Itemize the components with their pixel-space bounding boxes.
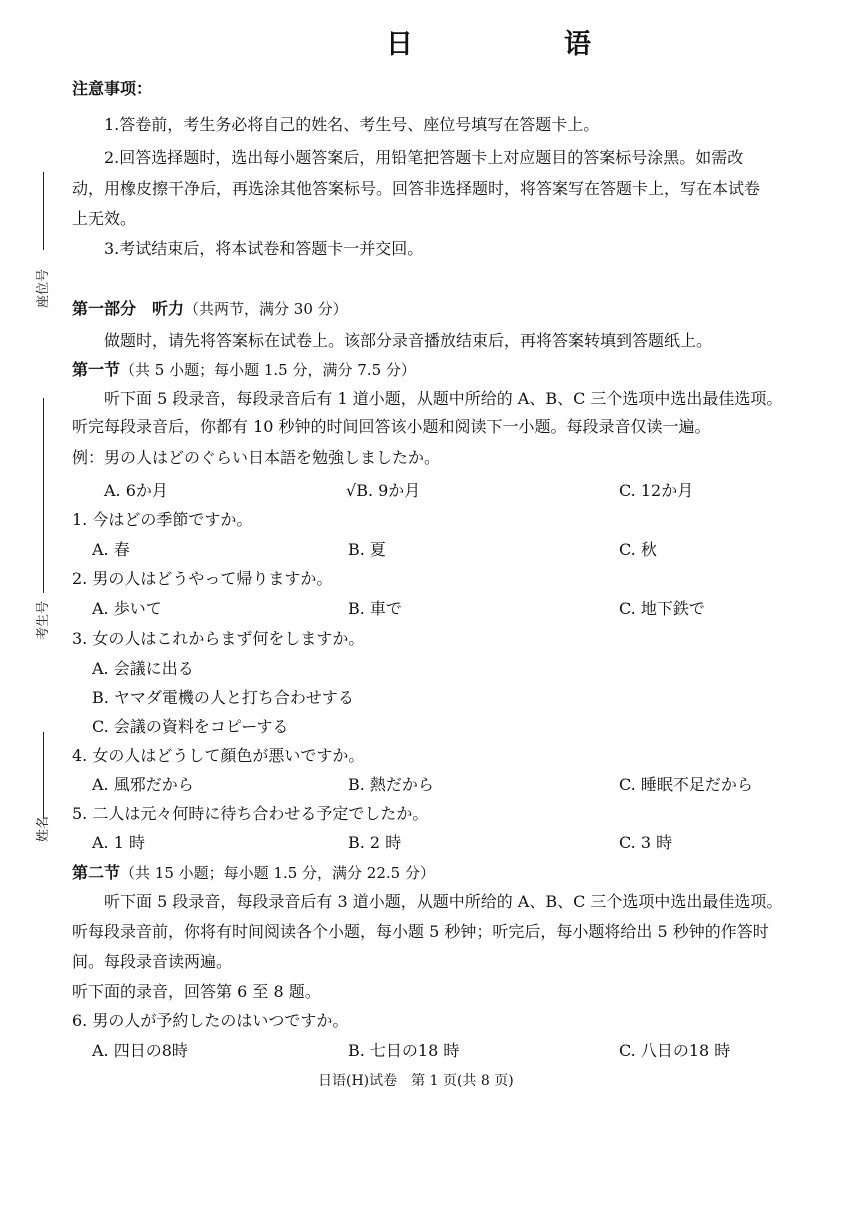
q4-question: 4. 女の人はどうして顔色が悪いですか。	[72, 746, 365, 765]
q2-question: 2. 男の人はどうやって帰りますか。	[72, 569, 333, 588]
exam-number-line	[43, 398, 44, 593]
seat-number-label: 座位号	[36, 268, 51, 308]
q4-option-b: B. 熱だから	[348, 775, 434, 794]
q1-option-a: A. 春	[92, 540, 130, 559]
section2-line1: 听下面 5 段录音，每段录音后有 3 道小题，从题中所给的 A、B、C 三个选项中选出最佳选项。	[104, 892, 783, 911]
example-question: 例：男の人はどのぐらい日本語を勉強しましたか。	[72, 448, 441, 467]
section1-heading-row	[72, 357, 416, 380]
q6-option-b: B. 七日の18 時	[348, 1041, 460, 1060]
section2-line2: 听每段录音前，你将有时间阅读各个小题，每小题 5 秒钟；听完后，每小题将给出 5 秒钟的作答时	[72, 922, 769, 941]
notes-item-1: 1.答卷前，考生务必将自己的姓名、考生号、座位号填写在答题卡上。	[104, 115, 600, 134]
section1-line2: 听完每段录音后，你都有 10 秒钟的时间回答该小题和阅读下一小题。每段录音仅读一遍。	[72, 417, 711, 436]
notes-item-2c: 上无效。	[72, 209, 137, 228]
section1-line1: 听下面 5 段录音，每段录音后有 1 道小题，从题中所给的 A、B、C 三个选项中选出最佳选项。	[104, 389, 783, 408]
q4-option-c: C. 睡眠不足だから	[619, 775, 753, 794]
q2-option-a: A. 歩いて	[92, 599, 162, 618]
section2-line3: 间。每段录音读两遍。	[72, 952, 233, 971]
notes-item-3: 3.考试结束后，将本试卷和答题卡一并交回。	[104, 239, 424, 258]
section2-heading: 第二节	[72, 863, 121, 882]
q2-option-c: C. 地下鉄で	[619, 599, 705, 618]
seat-number-line	[43, 172, 44, 250]
page-title: 日 语	[386, 29, 653, 60]
part1-heading: 第一部分 听力	[72, 299, 185, 318]
part1-instruction: 做题时，请先将答案标在试卷上。该部分录音播放结束后，再将答案转填到答题纸上。	[104, 331, 713, 350]
q3-option-a: A. 会議に出る	[92, 659, 194, 678]
q5-option-a: A. 1 時	[92, 833, 145, 852]
q3-option-c: C. 会議の資料をコピーする	[92, 717, 289, 736]
notes-item-2b: 动，用橡皮擦干净后，再选涂其他答案标号。回答非选择题时，将答案写在答题卡上，写在本试卷	[72, 179, 761, 198]
name-line	[43, 732, 44, 818]
q6-option-a: A. 四日の8時	[92, 1041, 188, 1060]
example-option-c: C. 12か月	[619, 481, 694, 500]
q5-question: 5. 二人は元々何時に待ち合わせる予定でしたか。	[72, 804, 429, 823]
page-footer: 日语(H)试卷 第 1 页(共 8 页)	[318, 1073, 514, 1089]
q3-question: 3. 女の人はこれからまず何をしますか。	[72, 629, 365, 648]
section2-heading-note: （共 15 小题；每小题 1.5 分，满分 22.5 分）	[120, 864, 435, 882]
q1-option-b: B. 夏	[348, 540, 386, 559]
q5-option-b: B. 2 時	[348, 833, 402, 852]
example-option-a: A. 6か月	[104, 481, 168, 500]
notes-heading: 注意事项：	[72, 79, 153, 98]
section2-heading-row	[72, 860, 435, 883]
notes-item-2a: 2.回答选择题时，选出每小题答案后，用铅笔把答题卡上对应题目的答案标号涂黑。如需改	[104, 148, 744, 167]
q1-option-c: C. 秋	[619, 540, 657, 559]
part1-heading-note: （共两节，满分 30 分）	[184, 300, 348, 318]
section2-sub-instruction: 听下面的录音，回答第 6 至 8 题。	[72, 982, 321, 1001]
exam-number-label: 考生号	[36, 600, 51, 640]
section1-heading-note: （共 5 小题；每小题 1.5 分，满分 7.5 分）	[120, 361, 416, 379]
example-option-b: √B. 9か月	[346, 481, 421, 500]
q2-option-b: B. 車で	[348, 599, 402, 618]
section1-heading: 第一节	[72, 360, 121, 379]
q4-option-a: A. 風邪だから	[92, 775, 194, 794]
q6-question: 6. 男の人が予約したのはいつですか。	[72, 1011, 349, 1030]
part1-heading-row	[72, 296, 348, 319]
q6-option-c: C. 八日の18 時	[619, 1041, 731, 1060]
name-label: 姓名	[36, 815, 51, 842]
q5-option-c: C. 3 時	[619, 833, 673, 852]
q3-option-b: B. ヤマダ電機の人と打ち合わせする	[92, 688, 354, 707]
q1-question: 1. 今はどの季節ですか。	[72, 510, 253, 529]
